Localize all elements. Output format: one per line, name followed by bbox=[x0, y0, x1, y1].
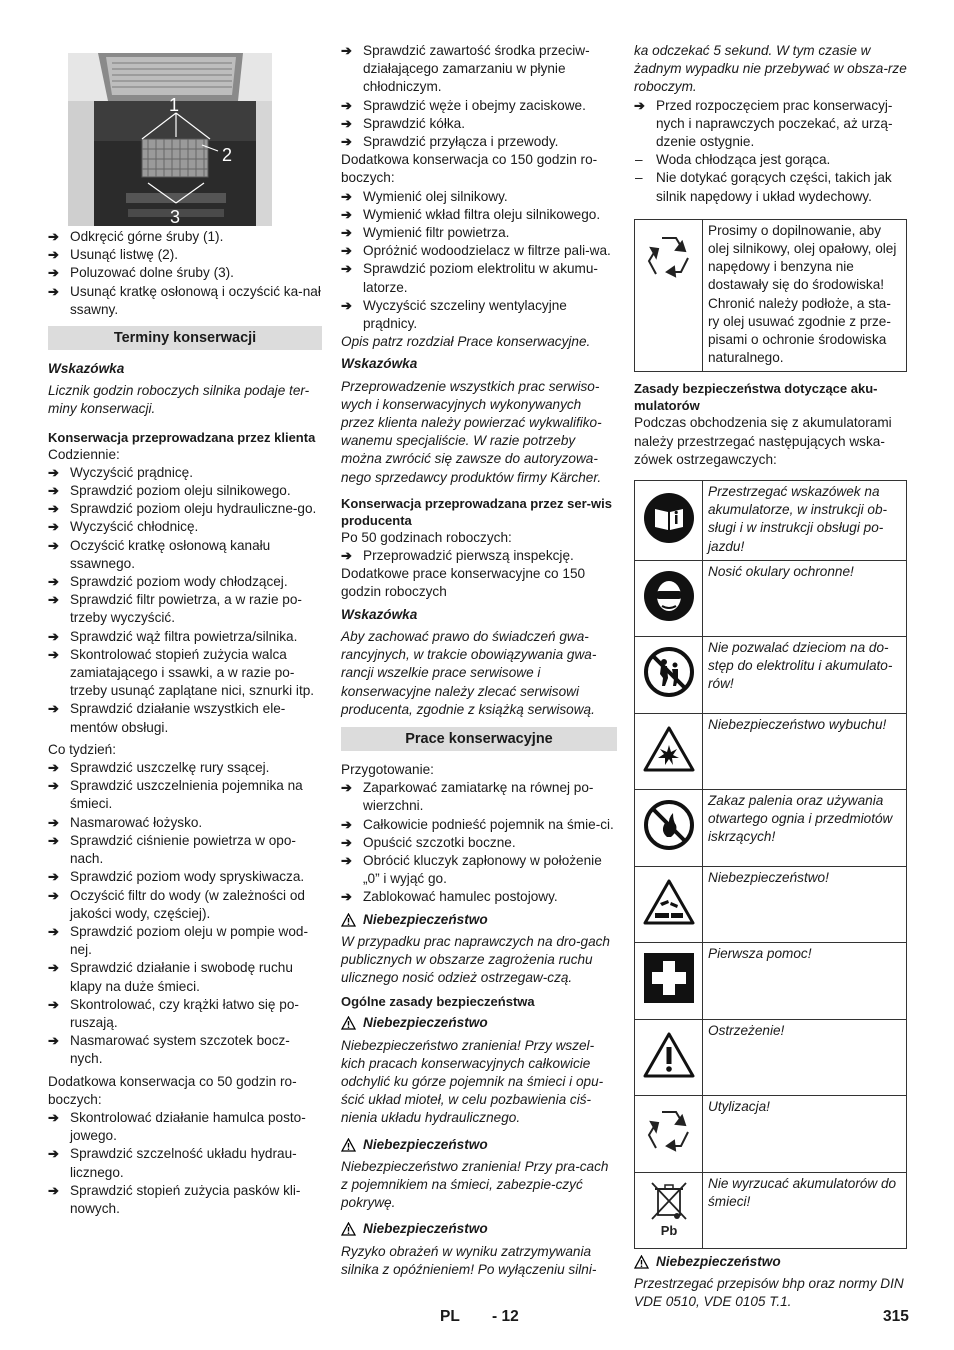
danger-text: Niebezpieczeństwo zranienia! Przy pra-cach z pojemnikiem na śmieci, zabezpie-czyć pokrywę. bbox=[341, 1158, 609, 1211]
list-item: ➔ Sprawdzić wąż filtra powietrza/silnika. bbox=[48, 628, 322, 646]
first-aid-icon bbox=[643, 952, 695, 1004]
list-item: ➔ Sprawdzić działanie wszystkich ele-mentów obsługi. bbox=[48, 700, 322, 736]
h50-producer-label: Po 50 godzinach roboczych: bbox=[341, 529, 512, 545]
list-item: – Nie dotykać gorących części, takich jak silnik napędowy i układ wydechowy. bbox=[634, 169, 907, 205]
list-item: ➔ Sprawdzić poziom wody chłodzącej. bbox=[48, 573, 322, 591]
list-item: ➔ Wymienić filtr powietrza. bbox=[341, 224, 617, 242]
h150-list bbox=[341, 188, 617, 334]
battery-warnings-table bbox=[634, 480, 907, 1249]
h150-producer-label: Dodatkowe prace konserwacyjne co 150 godzin roboczych bbox=[341, 566, 586, 600]
warning-text: Ostrzeżenie! bbox=[703, 1019, 907, 1095]
list-item: ➔ Całkowicie podnieść pojemnik na śmie-ci. bbox=[341, 816, 617, 834]
list-item: ➔ Przed rozpoczęciem prac konserwacyj-nych i naprawczych poczekać, aż urzą-dzenie ostygnie. bbox=[634, 97, 907, 152]
list-item: ➔ Opuścić szczotki boczne. bbox=[341, 834, 617, 852]
list-item: ➔ Wyczyścić chłodnicę. bbox=[48, 518, 322, 536]
danger-heading bbox=[634, 1253, 907, 1271]
warning-text: Zakaz palenia oraz używania otwartego ognia i przedmiotów iskrzących! bbox=[703, 789, 907, 866]
table-row bbox=[635, 636, 907, 713]
general-warning-icon bbox=[643, 1031, 695, 1079]
list-item: ➔ Sprawdzić uszczelnienia pojemnika na śmieci. bbox=[48, 777, 322, 813]
list-item: ➔ Usunąć listwę (2). bbox=[48, 246, 322, 264]
table-row bbox=[635, 942, 907, 1019]
icon-cell bbox=[635, 866, 703, 942]
warning-triangle-icon bbox=[341, 913, 356, 927]
danger-heading-text: Niebezpieczeństwo bbox=[363, 1015, 488, 1031]
table-row bbox=[635, 866, 907, 942]
footer-page-number: 315 bbox=[883, 1308, 909, 1325]
footer-language: PL bbox=[440, 1308, 460, 1325]
note2-text: Aby zachować prawo do świadczeń gwa-rancyjnych, w trakcie obowiązywania gwa-rancji wszelkie prace serwisowe i konserwacyjne należy zlecać serwisowi producenta, zgodnie z książką serwisową. bbox=[341, 628, 597, 717]
table-row bbox=[635, 713, 907, 789]
battery-safety-heading: Zasady bezpieczeństwa dotyczące aku-mulatorów bbox=[634, 381, 878, 414]
list-item: ➔ Wyczyścić prądnicę. bbox=[48, 464, 322, 482]
hot-parts-list bbox=[634, 151, 907, 206]
list-item: ➔ Przeprowadzić pierwszą inspekcję. bbox=[341, 547, 617, 565]
list-item: ➔ Skontrolować stopień zużycia walca zamiatającego i ssawki, a w razie po-trzeby usunąć zaplątane nici, sznurki itp. bbox=[48, 646, 322, 701]
h50-producer-list bbox=[341, 547, 617, 565]
table-row bbox=[635, 560, 907, 636]
footer-local-page: - 12 bbox=[492, 1308, 519, 1325]
maintenance-photo bbox=[68, 53, 272, 226]
table-row bbox=[635, 789, 907, 866]
warning-text: Nie pozwalać dzieciom na do-stęp do elektrolitu i akumulato-rów! bbox=[703, 636, 907, 713]
list-item: ➔ Skontrolować działanie hamulca posto-jowego. bbox=[48, 1109, 322, 1145]
list-item: ➔ Sprawdzić działanie i swobodę ruchu klapy na duże śmieci. bbox=[48, 959, 322, 995]
h50-list bbox=[48, 1109, 322, 1218]
icon-cell bbox=[635, 1172, 703, 1248]
warning-triangle-icon bbox=[341, 1222, 356, 1236]
callout-3: 3 bbox=[170, 207, 181, 226]
list-item: ➔ Opróżnić wodoodzielacz w filtrze pali-wa. bbox=[341, 242, 617, 260]
page-footer bbox=[0, 1308, 954, 1330]
environment-note-table bbox=[634, 219, 907, 373]
list-item: ➔ Zablokować hamulec postojowy. bbox=[341, 888, 617, 906]
icon-cell bbox=[635, 942, 703, 1019]
table-row bbox=[635, 1095, 907, 1172]
list-item: ➔ Usunąć kratkę osłonową i oczyścić ka-nał ssawny. bbox=[48, 283, 322, 319]
corrosive-warning-icon bbox=[643, 878, 695, 926]
manual-info-icon bbox=[643, 492, 695, 544]
note2-heading: Wskazówka bbox=[341, 606, 418, 622]
prep-label: Przygotowanie: bbox=[341, 761, 434, 777]
danger-heading-text: Niebezpieczeństwo bbox=[656, 1254, 781, 1270]
column-3 bbox=[634, 42, 907, 1312]
warning-text: Niebezpieczeństwo wybuchu! bbox=[703, 713, 907, 789]
list-item: ➔ Wyczyścić szczeliny wentylacyjne prądnicy. bbox=[341, 297, 617, 333]
danger-heading-text: Niebezpieczeństwo bbox=[363, 1221, 488, 1237]
icon-cell bbox=[635, 636, 703, 713]
danger-heading bbox=[341, 1014, 617, 1032]
list-item: ➔ Odkręcić górne śruby (1). bbox=[48, 228, 322, 246]
list-item: ➔ Sprawdzić stopień zużycia pasków kli-nowych. bbox=[48, 1182, 322, 1218]
list-item: ➔ Obrócić kluczyk zapłonowy w położenie „0” i wyjąć go. bbox=[341, 852, 617, 888]
table-row bbox=[635, 1019, 907, 1095]
producer-maintenance-heading: Konserwacja przeprowadzana przez ser-wis producenta bbox=[341, 495, 612, 528]
list-item: ➔ Sprawdzić poziom wody spryskiwacza. bbox=[48, 868, 322, 886]
list-item: ➔ Sprawdzić ciśnienie powietrza w opo-nach. bbox=[48, 832, 322, 868]
list-item: ➔ Wymienić wkład filtra oleju silnikowego. bbox=[341, 206, 617, 224]
list-item: ➔ Sprawdzić zawartość środka przeciw-działającego zamarzaniu w płynie chłodniczym. bbox=[341, 42, 617, 97]
warning-text: Utylizacja! bbox=[703, 1095, 907, 1172]
list-item: ➔ Sprawdzić poziom oleju hydrauliczne-go. bbox=[48, 500, 322, 518]
danger-heading bbox=[341, 911, 617, 929]
list-item: ➔ Sprawdzić uszczelkę rury ssącej. bbox=[48, 759, 322, 777]
danger-heading-text: Niebezpieczeństwo bbox=[363, 1136, 488, 1152]
note-heading: Wskazówka bbox=[48, 361, 125, 377]
danger-text: Ryzyko obrażeń w wyniku zatrzymywania silnika z opóźnieniem! Po wyłączeniu silni- bbox=[341, 1243, 597, 1277]
list-item: ➔ Sprawdzić poziom elektrolitu w akumu-latorze. bbox=[341, 260, 617, 296]
callout-1: 1 bbox=[169, 95, 180, 115]
list-item: ➔ Wymienić olej silnikowy. bbox=[341, 188, 617, 206]
list-item: – Woda chłodząca jest gorąca. bbox=[634, 151, 907, 169]
warning-text: Nosić okulary ochronne! bbox=[703, 560, 907, 636]
icon-cell bbox=[635, 481, 703, 561]
danger-heading-text: Niebezpieczeństwo bbox=[363, 911, 488, 927]
daily-list bbox=[48, 464, 322, 737]
pb-label: Pb bbox=[660, 1222, 677, 1238]
icon-cell bbox=[635, 560, 703, 636]
table-row bbox=[635, 481, 907, 561]
warning-text: Nie wyrzucać akumulatorów do śmieci! bbox=[703, 1172, 907, 1248]
section-title-maintenance-schedule: Terminy konserwacji bbox=[48, 326, 322, 350]
list-item: ➔ Sprawdzić przyłącza i przewody. bbox=[341, 133, 617, 151]
list-item: ➔ Oczyścić kratkę osłonową kanału ssawnego. bbox=[48, 537, 322, 573]
list-item: ➔ Oczyścić filtr do wody (w zależności od jakości wody, częściej). bbox=[48, 887, 322, 923]
warning-triangle-icon bbox=[341, 1016, 356, 1030]
removal-steps bbox=[48, 228, 322, 319]
danger-text: W przypadku prac naprawczych na dro-gach publicznych w obszarze zagrożenia ruchu ulicznego nosić odzież ostrzegaw-czą. bbox=[341, 933, 610, 986]
safety-goggles-icon bbox=[643, 570, 695, 622]
no-open-flame-icon bbox=[643, 799, 695, 851]
warning-triangle-icon bbox=[341, 1138, 356, 1152]
column-1 bbox=[48, 42, 322, 1218]
recycling-icon bbox=[642, 1104, 696, 1158]
list-item: ➔ Sprawdzić poziom oleju silnikowego. bbox=[48, 482, 322, 500]
no-trash-bin-pb-icon bbox=[644, 1177, 694, 1239]
danger-text: Przestrzegać przepisów bhp oraz normy DIN VDE 0510, VDE 0105 T.1. bbox=[634, 1276, 904, 1310]
danger-text-continued: ka odczekać 5 sekund. W tym czasie w żadnym wypadku nie przebywać w obsza-rze roboczym. bbox=[634, 43, 907, 95]
column-2 bbox=[341, 42, 617, 1279]
table-row bbox=[635, 1172, 907, 1248]
list-item: ➔ Sprawdzić poziom oleju w pompie wod-nej. bbox=[48, 923, 322, 959]
list-item: ➔ Sprawdzić filtr powietrza, a w razie po-trzeby wyczyścić. bbox=[48, 591, 322, 627]
note-heading: Wskazówka bbox=[341, 356, 418, 372]
general-safety-heading: Ogólne zasady bezpieczeństwa bbox=[341, 994, 535, 1010]
note-text: Licznik godzin roboczych silnika podaje ter-miny konserwacji. bbox=[48, 383, 310, 417]
danger-heading bbox=[341, 1220, 617, 1238]
warning-triangle-icon bbox=[634, 1255, 649, 1269]
weekly-list bbox=[48, 759, 322, 1068]
prep-list bbox=[341, 779, 617, 906]
weekly-label: Co tydzień: bbox=[48, 741, 117, 757]
h50-label: Dodatkowa konserwacja co 50 godzin ro-boczych: bbox=[48, 1073, 297, 1107]
no-children-icon bbox=[643, 646, 695, 698]
danger-heading bbox=[341, 1136, 617, 1154]
list-item: ➔ Poluzować dolne śruby (3). bbox=[48, 264, 322, 282]
list-item: ➔ Skontrolować, czy krążki łatwo się po-ruszają. bbox=[48, 996, 322, 1032]
h150-label: Dodatkowa konserwacja co 150 godzin ro-boczych: bbox=[341, 152, 598, 186]
explosion-warning-icon bbox=[643, 725, 695, 773]
list-item: ➔ Zaparkować zamiatarkę na równej po-wierzchni. bbox=[341, 779, 617, 815]
icon-cell bbox=[635, 713, 703, 789]
warning-text: Pierwsza pomoc! bbox=[703, 942, 907, 1019]
list-item: ➔ Sprawdzić kółka. bbox=[341, 115, 617, 133]
list-item: ➔ Nasmarować łożysko. bbox=[48, 814, 322, 832]
icon-cell bbox=[635, 1019, 703, 1095]
warning-text: Niebezpieczeństwo! bbox=[703, 866, 907, 942]
list-item: ➔ Nasmarować system szczotek bocz-nych. bbox=[48, 1032, 322, 1068]
battery-intro: Podczas obchodzenia się z akumulatorami należy przestrzegać następujących wska-zówek ostrzegawczych: bbox=[634, 415, 892, 467]
section-title-maintenance-work: Prace konserwacyjne bbox=[341, 727, 617, 751]
daily-label: Codziennie: bbox=[48, 446, 120, 462]
callout-2: 2 bbox=[222, 145, 233, 165]
warning-text: Przestrzegać wskazówek na akumulatorze, w instrukcji ob-sługi i w instrukcji obsługi po-jazdu! bbox=[703, 481, 907, 561]
note-text: Przeprowadzenie wszystkich prac serwiso-wych i konserwacyjnych wykonywanych przez klienta należy powierzać wykwalifiko-wanemu specjaliście. W razie potrzeby można zwrócić się zawsze do autoryzowa-nego sprzedawcy produktów firmy Kärcher. bbox=[341, 378, 602, 485]
environment-icon-cell bbox=[635, 219, 703, 372]
cool-down-list bbox=[634, 97, 907, 152]
h50-list-continued bbox=[341, 42, 617, 151]
list-item: ➔ Sprawdzić szczelność układu hydrau-licznego. bbox=[48, 1145, 322, 1181]
environment-note-text: Prosimy o dopilnowanie, aby olej silnikowy, olej opałowy, olej napędowy i benzyna nie dostawały się do środowiska! Chronić należy podłoże, a sta-ry olej usuwać zgodnie z prze-pisami o ochronie środowiska naturalnego. bbox=[703, 219, 907, 372]
list-item: ➔ Sprawdzić węże i obejmy zaciskowe. bbox=[341, 97, 617, 115]
icon-cell bbox=[635, 1095, 703, 1172]
client-maintenance-heading: Konserwacja przeprowadzana przez klienta bbox=[48, 429, 316, 445]
see-chapter-note: Opis patrz rozdział Prace konserwacyjne. bbox=[341, 334, 591, 350]
recycling-icon bbox=[642, 230, 696, 284]
icon-cell bbox=[635, 789, 703, 866]
danger-text: Niebezpieczeństwo zranienia! Przy wszel-kich pracach konserwacyjnych całkowicie odchylić ku górze pojemnik na śmieci i opu-ścić układ mioteł, w celu pozbawienia ciś-nienia układu hydraulicznego. bbox=[341, 1037, 604, 1126]
